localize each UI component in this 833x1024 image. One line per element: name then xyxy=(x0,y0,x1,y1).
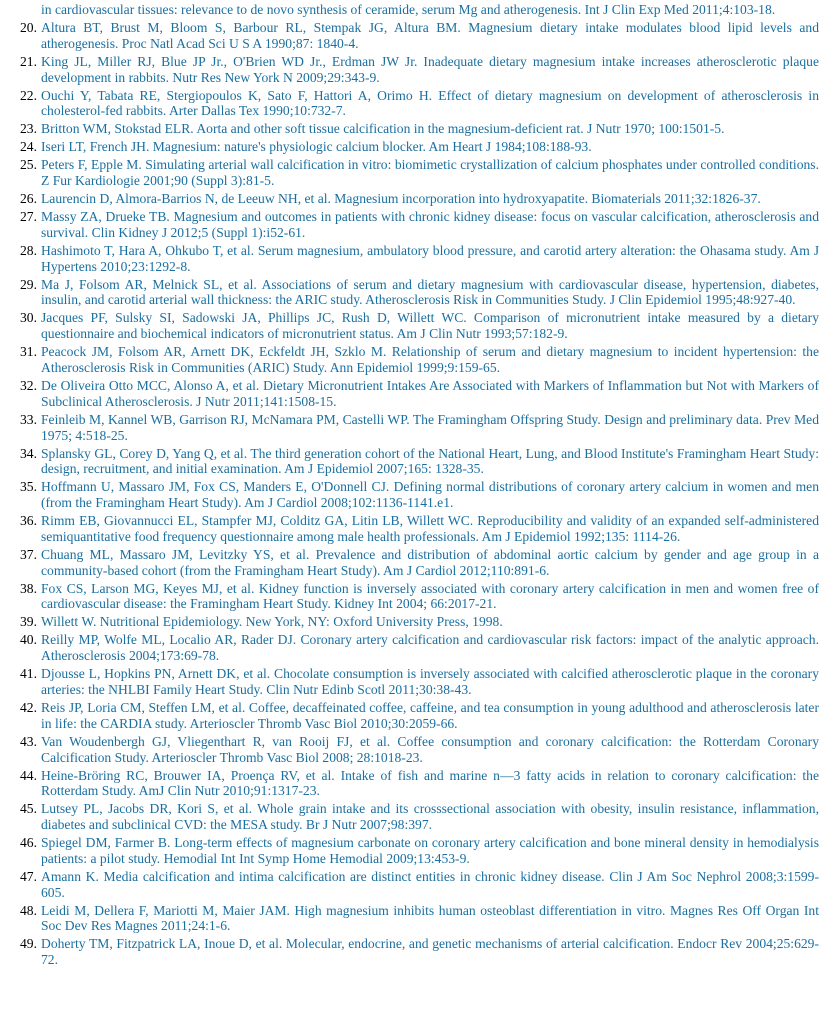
reference-text: De Oliveira Otto MCC, Alonso A, et al. Dietary Micronutrient Intakes Are Associated with Markers of Inflammation but Not with Markers of Subclinical Atherosclerosis. J Nutr 2011;141:1508-15. xyxy=(41,377,819,409)
reference-item xyxy=(0,768,833,802)
reference-text: Doherty TM, Fitzpatrick LA, Inoue D, et al. Molecular, endocrine, and genetic mechanisms of arterial calcification. Endocr Rev 2004;25:629-72. xyxy=(41,936,819,968)
reference-number: 42. xyxy=(20,699,37,715)
reference-number: 32. xyxy=(20,377,37,393)
reference-item xyxy=(0,139,833,157)
reference-item xyxy=(0,344,833,378)
reference-text: Lutsey PL, Jacobs DR, Kori S, et al. Whole grain intake and its crosssectional association with obesity, insulin resistance, inflammation, diabetes and subclinical CVD: the MESA study. Br J Nutr 2007;98:397. xyxy=(41,801,819,833)
reference-item xyxy=(0,614,833,632)
reference-number: 39. xyxy=(20,614,37,630)
reference-number: 38. xyxy=(20,580,37,596)
reference-text: Feinleib M, Kannel WB, Garrison RJ, McNamara PM, Castelli WP. The Framingham Offspring Study. Design and preliminary data. Prev Med 1975; 4:518-25. xyxy=(41,411,819,443)
reference-number: 22. xyxy=(20,87,37,103)
reference-number: 44. xyxy=(20,767,37,783)
reference-text: Splansky GL, Corey D, Yang Q, et al. The third generation cohort of the National Heart, Lung, and Blood Institute's Framingham Heart Study: design, recruitment, and initial examination. Am J Epidemiol 2007;165: 1328-35. xyxy=(41,445,819,477)
reference-item xyxy=(0,936,833,970)
reference-text: Rimm EB, Giovannucci EL, Stampfer MJ, Colditz GA, Litin LB, Willett WC. Reproducibility and validity of an expanded self-administered semiquantitative food frequency questionnaire among male health professionals. Am J Epidemiol 1992;135: 1114-26. xyxy=(41,513,819,544)
reference-number: 45. xyxy=(20,801,37,817)
reference-number: 31. xyxy=(20,344,37,360)
reference-number: 41. xyxy=(20,666,37,682)
reference-number: 26. xyxy=(20,191,37,207)
reference-number: 46. xyxy=(20,835,37,851)
reference-number: 48. xyxy=(20,902,37,918)
reference-item xyxy=(0,700,833,734)
reference-text: Peters F, Epple M. Simulating arterial wall calcification in vitro: biomimetic crystallization of calcium phosphates under controlled conditions. Z Fur Kardiologie 2001;90 (Suppl 3):81-5. xyxy=(41,157,819,189)
reference-item xyxy=(0,581,833,615)
reference-item xyxy=(0,632,833,666)
reference-text: Chuang ML, Massaro JM, Levitzky YS, et al. Prevalence and distribution of abdominal aortic calcium by gender and age group in a community-based cohort (from the Framingham Heart Study). Am J Cardiol 2012;110:891-6. xyxy=(41,546,819,578)
reference-text: Massy ZA, Drueke TB. Magnesium and outcomes in patients with chronic kidney disease: focus on vascular calcification, atherosclerosis and survival. Clin Kidney J 2012;5 (Suppl 1):i52-61. xyxy=(41,209,819,240)
reference-text: Amann K. Media calcification and intima calcification are distinct entities in chronic kidney disease. Clin J Am Soc Nephrol 2008;3:1599-605. xyxy=(41,868,819,900)
reference-number: 30. xyxy=(20,310,37,326)
reference-item xyxy=(0,734,833,768)
reference-item xyxy=(0,243,833,277)
reference-item xyxy=(0,121,833,139)
reference-item xyxy=(0,191,833,209)
reference-number: 28. xyxy=(20,242,37,258)
reference-item xyxy=(0,446,833,480)
reference-item xyxy=(0,801,833,835)
reference-text: Iseri LT, French JH. Magnesium: nature's physiologic calcium blocker. Am Heart J 1984;108:188-93. xyxy=(41,139,592,155)
reference-text: Leidi M, Dellera F, Mariotti M, Maier JAM. High magnesium inhibits human osteoblast differentiation in vitro. Magnes Res Off Organ Int Soc Dev Res Magnes 2011;24:1-6. xyxy=(41,902,819,934)
reference-item xyxy=(0,2,833,20)
reference-text: Spiegel DM, Farmer B. Long-term effects of magnesium carbonate on coronary artery calcification and bone mineral density in hemodialysis patients: a pilot study. Hemodial Int Int Symp Home Hemodial 2009;13:453-9. xyxy=(41,835,819,866)
reference-item xyxy=(0,547,833,581)
reference-number: 20. xyxy=(20,19,37,35)
reference-list xyxy=(0,2,833,970)
reference-item xyxy=(0,209,833,243)
reference-number: 37. xyxy=(20,546,37,562)
reference-item xyxy=(0,412,833,446)
reference-text: Reilly MP, Wolfe ML, Localio AR, Rader DJ. Coronary artery calcification and cardiovascular risk factors: impact of the analytic approach. Atherosclerosis 2004;173:69-78. xyxy=(41,632,819,664)
reference-text: Willett W. Nutritional Epidemiology. New York, NY: Oxford University Press, 1998. xyxy=(41,614,503,630)
reference-number: 49. xyxy=(20,936,37,952)
reference-item xyxy=(0,479,833,513)
reference-text: Van Woudenbergh GJ, Vliegenthart R, van Rooij FJ, et al. Coffee consumption and coronary calcification: the Rotterdam Coronary Calcification Study. Arterioscler Thromb Vasc Biol 2008; 28:1018-23. xyxy=(41,733,819,765)
reference-text: Laurencin D, Almora-Barrios N, de Leeuw NH, et al. Magnesium incorporation into hydroxyapatite. Biomaterials 2011;32:1826-37. xyxy=(41,191,761,207)
reference-number: 29. xyxy=(20,276,37,292)
reference-text: Jacques PF, Sulsky SI, Sadowski JA, Phillips JC, Rush D, Willett WC. Comparison of micronutrient intake measured by a dietary questionnaire and biochemical indicators of micronutrient status. Am J Clin Nutr 1993;57:182-9. xyxy=(41,310,819,342)
reference-item xyxy=(0,20,833,54)
reference-text: Hashimoto T, Hara A, Ohkubo T, et al. Serum magnesium, ambulatory blood pressure, and carotid artery alteration: the Ohasama study. Am J Hypertens 2010;23:1292-8. xyxy=(41,242,819,274)
reference-number: 23. xyxy=(20,121,37,137)
reference-text: Ma J, Folsom AR, Melnick SL, et al. Associations of serum and dietary magnesium with cardiovascular disease, hypertension, diabetes, insulin, and carotid arterial wall thickness: the ARIC study. Atherosclerosis Risk in Communities Study. J Clin Epidemiol 1995;48:927-40. xyxy=(41,276,819,308)
reference-number: 25. xyxy=(20,157,37,173)
reference-item xyxy=(0,903,833,937)
reference-text: Fox CS, Larson MG, Keyes MJ, et al. Kidney function is inversely associated with coronary artery calcification in men and women free of cardiovascular disease: the Framingham Heart Study. Kidney Int 2004; 66:2017-21. xyxy=(41,580,819,612)
reference-item xyxy=(0,157,833,191)
reference-text: Peacock JM, Folsom AR, Arnett DK, Eckfeldt JH, Szklo M. Relationship of serum and dietary magnesium to incident hypertension: the Atherosclerosis Risk in Communities (ARIC) Study. Ann Epidemiol 1999;9:159-65. xyxy=(41,344,819,375)
reference-text: Reis JP, Loria CM, Steffen LM, et al. Coffee, decaffeinated coffee, caffeine, and tea consumption in young adulthood and atherosclerosis later in life: the CARDIA study. Arterioscler Thromb Vasc Biol 2010;30:2059-66. xyxy=(41,699,819,731)
reference-text: Altura BT, Brust M, Bloom S, Barbour RL, Stempak JG, Altura BM. Magnesium dietary intake modulates blood lipid levels and atherogenesis. Proc Natl Acad Sci U S A 1990;87: 1840-4. xyxy=(41,19,819,51)
reference-number: 21. xyxy=(20,53,37,69)
reference-number: 40. xyxy=(20,632,37,648)
reference-text: Djousse L, Hopkins PN, Arnett DK, et al. Chocolate consumption is inversely associated with calcified atherosclerotic plaque in the coronary arteries: the NHLBI Family Heart Study. Clin Nutr Edinb Scotl 2011;30:38-43. xyxy=(41,666,819,697)
reference-item xyxy=(0,88,833,122)
reference-text: Hoffmann U, Massaro JM, Fox CS, Manders E, O'Donnell CJ. Defining normal distributions of coronary artery calcium in women and men (from the Framingham Heart Study). Am J Cardiol 2008;102:1136-1141.e1. xyxy=(41,479,819,511)
reference-item xyxy=(0,666,833,700)
reference-number: 35. xyxy=(20,479,37,495)
reference-item xyxy=(0,310,833,344)
reference-item xyxy=(0,869,833,903)
reference-text: Heine-Bröring RC, Brouwer IA, Proença RV, et al. Intake of fish and marine n—3 fatty acids in relation to coronary calcification: the Rotterdam Study. AmJ Clin Nutr 2010;91:1317-23. xyxy=(41,767,819,799)
reference-number: 27. xyxy=(20,209,37,225)
reference-text: Ouchi Y, Tabata RE, Stergiopoulos K, Sato F, Hattori A, Orimo H. Effect of dietary magnesium on development of atherosclerosis in cholesterol-fed rabbits. Arter Dallas Tex 1990;10:732-7. xyxy=(41,87,819,119)
reference-text: Britton WM, Stokstad ELR. Aorta and other soft tissue calcification in the magnesium-deficient rat. J Nutr 1970; 100:1501-5. xyxy=(41,121,725,137)
reference-number: 43. xyxy=(20,733,37,749)
reference-number: 33. xyxy=(20,411,37,427)
reference-item xyxy=(0,513,833,547)
reference-item xyxy=(0,378,833,412)
reference-text: in cardiovascular tissues: relevance to de novo synthesis of ceramide, serum Mg and atherogenesis. Int J Clin Exp Med 2011;4:103-18. xyxy=(41,2,776,17)
reference-number: 47. xyxy=(20,868,37,884)
reference-item xyxy=(0,54,833,88)
reference-number: 24. xyxy=(20,139,37,155)
reference-item xyxy=(0,277,833,311)
reference-number: 34. xyxy=(20,445,37,461)
reference-text: King JL, Miller RJ, Blue JP Jr., O'Brien WD Jr., Erdman JW Jr. Inadequate dietary magnesium intake increases atherosclerotic plaque development in rabbits. Nutr Res New York N 2009;29:343-9. xyxy=(41,53,819,85)
reference-number: 36. xyxy=(20,513,37,529)
reference-item xyxy=(0,835,833,869)
